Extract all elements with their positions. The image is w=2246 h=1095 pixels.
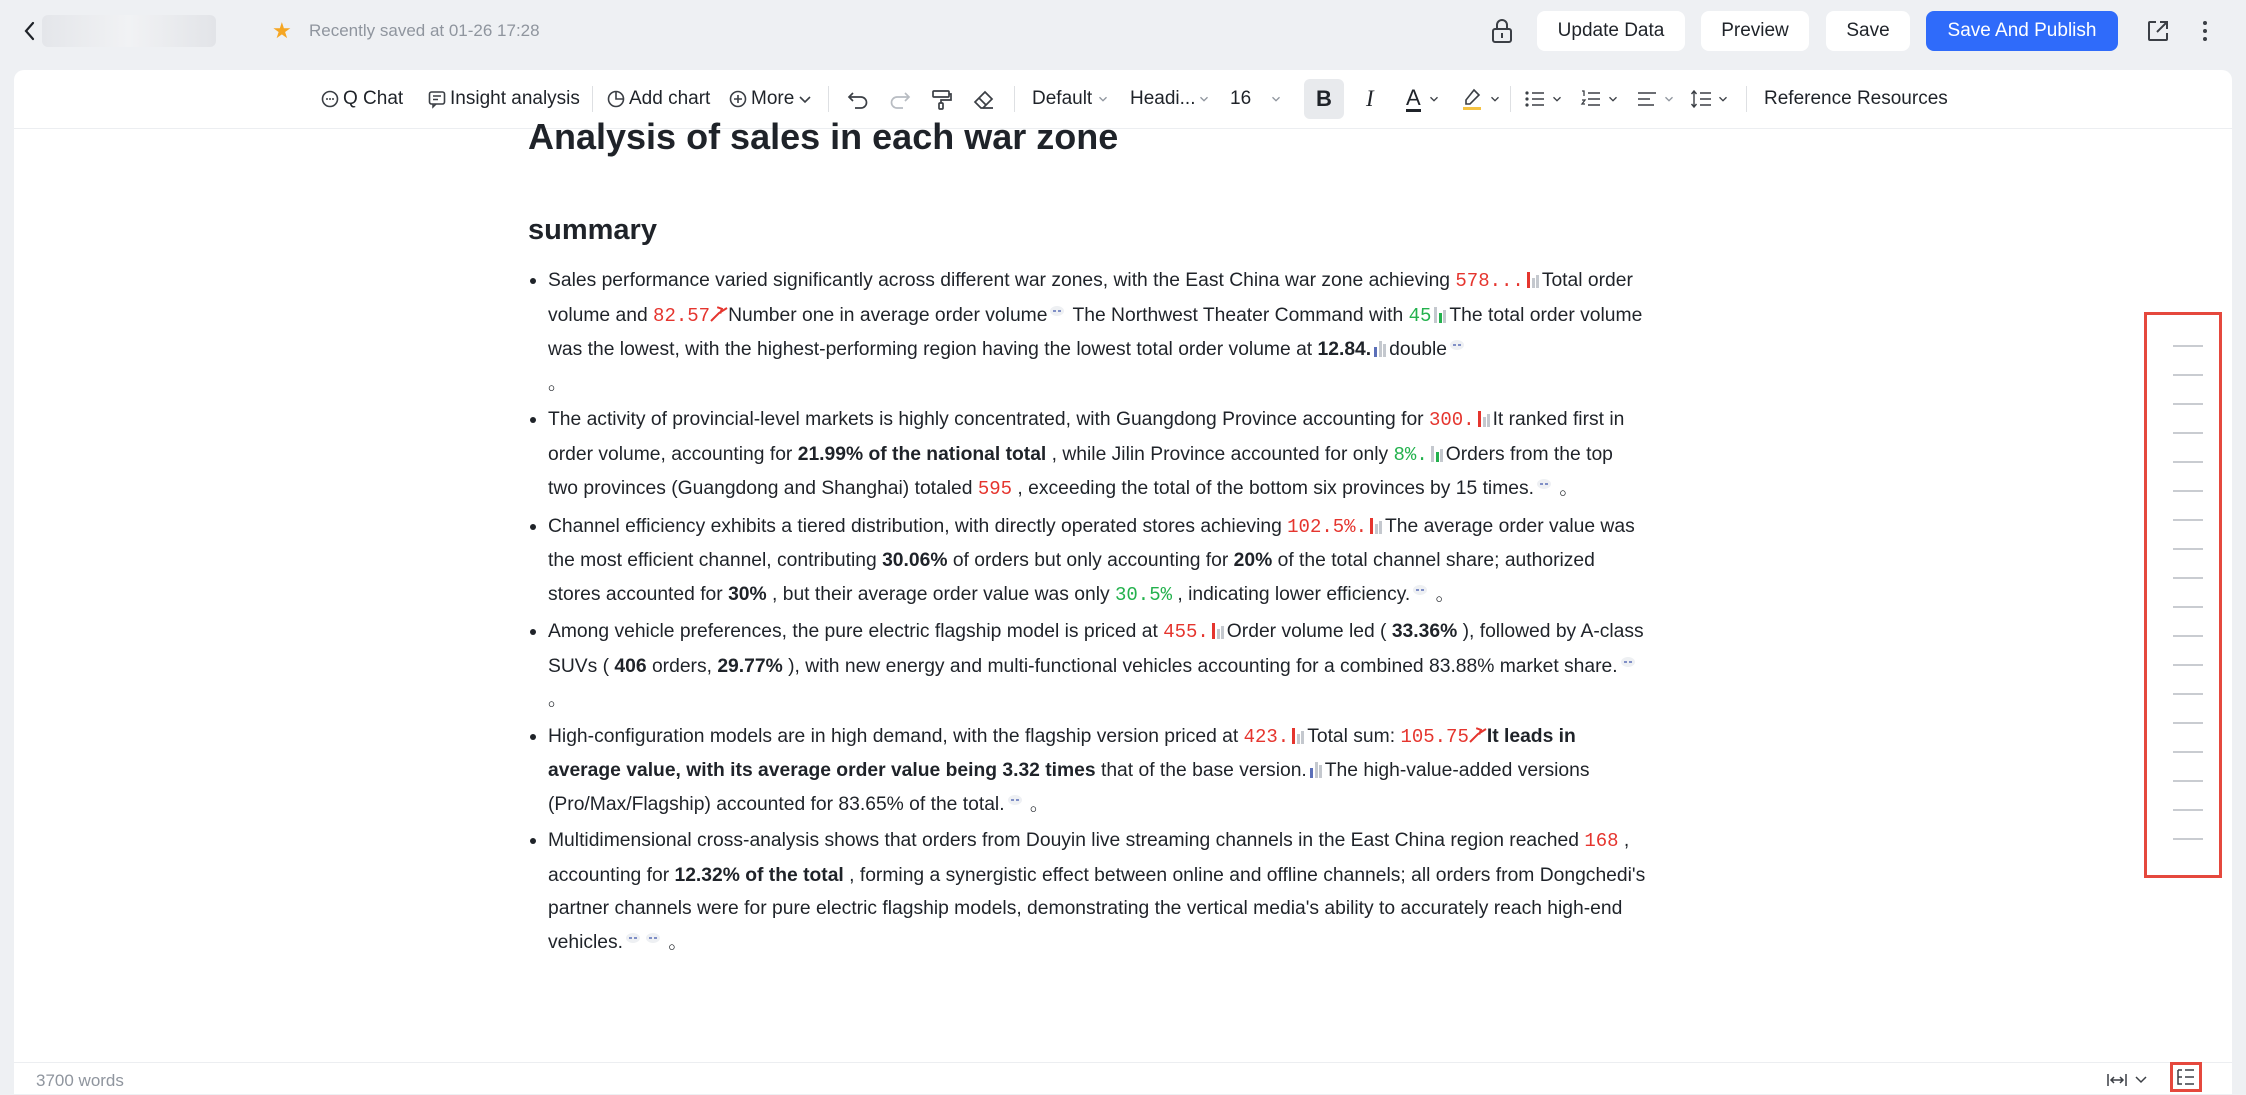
q-chat-label: Q Chat [343, 88, 404, 109]
toolbar-divider [1014, 86, 1015, 112]
outline-marker[interactable] [2173, 664, 2203, 666]
source-link-icon[interactable] [1049, 305, 1065, 317]
text: ), followed by A-class SUVs ( [548, 621, 1644, 677]
redo-button[interactable] [888, 85, 912, 113]
eraser-icon [972, 88, 996, 110]
outline-marker[interactable] [2173, 432, 2203, 434]
update-data-button[interactable]: Update Data [1537, 11, 1685, 51]
chevron-down-icon [1269, 92, 1283, 106]
italic-button[interactable]: I [1366, 86, 1374, 111]
outline-marker[interactable] [2173, 751, 2203, 753]
saved-status: Recently saved at 01-26 17:28 [309, 21, 540, 40]
bar-chart-icon[interactable] [1433, 305, 1447, 323]
add-chart-button[interactable] [606, 85, 710, 113]
align-button[interactable] [1636, 85, 1676, 113]
bold-text: 20% [1233, 550, 1273, 571]
more-menu-button[interactable] [728, 85, 813, 113]
editor-toolbar [14, 70, 2232, 129]
clear-format-button[interactable] [972, 85, 996, 113]
document-title: Analysis of sales in each war zone [528, 116, 1119, 157]
insight-analysis-button[interactable] [427, 85, 580, 113]
star-icon[interactable]: ★ [272, 18, 292, 43]
outline-marker[interactable] [2173, 722, 2203, 724]
chevron-down-icon [1550, 92, 1564, 106]
text: , but their average order value was only [766, 583, 1115, 605]
text: ), with new energy and multi-functional vehicles accounting for a combined 83.88% market share. [782, 655, 1618, 677]
metric-value[interactable]: 45 [1408, 304, 1432, 327]
text: that of the base version. [1095, 760, 1307, 781]
undo-button[interactable] [846, 85, 870, 113]
text: The high-value-added versions (Pro/Max/Flagship) accounted for 83.65% of the total. [548, 760, 1590, 815]
font-family-select[interactable] [1032, 85, 1110, 113]
redo-icon [888, 88, 912, 110]
paragraph-style-value: Headi... [1130, 88, 1196, 109]
text: The average order value was the most efficient channel, contributing [548, 515, 1635, 571]
q-chat-button[interactable] [320, 85, 403, 113]
source-link-icon[interactable] [1536, 478, 1552, 490]
text: Orders from the top two provinces (Guangdong and Shanghai) totaled [548, 443, 1613, 499]
text: 。 [663, 931, 688, 953]
status-bar [14, 1062, 2232, 1095]
outline-marker[interactable] [2173, 635, 2203, 637]
text: , forming a synergistic effect between online and offline channels; all orders from Dongchedi's partner channels were for pure electric flagship models, demonstrating the vertical media's ability to accurately reach high-end vehicles. [548, 864, 1646, 953]
chevron-down-icon [1197, 92, 1211, 106]
add-chart-label: Add chart [629, 88, 711, 109]
bold-text: 30.06% [882, 550, 948, 571]
plus-circle-icon [728, 89, 748, 109]
paragraph-style-select[interactable] [1130, 85, 1211, 113]
chevron-down-icon [1488, 92, 1502, 106]
document-name-blurred[interactable] [42, 15, 216, 47]
text: orders, [646, 655, 718, 677]
text: Multidimensional cross-analysis shows that orders from Douyin live streaming channels in the East China region reached [548, 830, 1585, 851]
chevron-down-icon [1716, 92, 1730, 106]
text: 。 [548, 689, 568, 710]
toolbar-divider [592, 86, 593, 112]
text-color-icon: A [1406, 84, 1421, 110]
text: Channel efficiency exhibits a tiered distribution, with directly operated stores achieving [548, 515, 1288, 537]
bar-chart-icon[interactable] [1369, 516, 1383, 534]
lock-icon[interactable] [1490, 18, 1514, 44]
chevron-down-icon [797, 91, 813, 107]
bar-chart-icon[interactable] [1309, 760, 1323, 778]
list-item [528, 615, 1648, 717]
text: 。 [1430, 583, 1455, 605]
outline-marker[interactable] [2173, 548, 2203, 550]
more-vertical-icon[interactable] [2200, 16, 2210, 46]
text: Number one in average order volume [728, 304, 1048, 326]
outline-toggle-button[interactable] [2170, 1062, 2202, 1092]
chevron-down-icon [1096, 92, 1110, 106]
list-item [528, 824, 1648, 959]
outline-marker[interactable] [2173, 838, 2203, 840]
metric-value[interactable]: 12.84. [1317, 339, 1372, 360]
text: Order volume led ( [1226, 621, 1392, 642]
bar-chart-icon[interactable] [1477, 409, 1491, 427]
chevron-down-icon [1427, 92, 1441, 106]
text: double [1389, 339, 1448, 360]
source-link-icon[interactable] [645, 932, 661, 944]
bold-text: 29.77% [717, 655, 783, 677]
summary-list [528, 264, 1648, 962]
toolbar-divider [1510, 86, 1511, 112]
list-item [528, 403, 1648, 507]
preview-button[interactable]: Preview [1701, 11, 1809, 51]
text: High-configuration models are in high demand, with the flagship version priced at [548, 725, 1244, 747]
bar-chart-icon[interactable] [1526, 270, 1540, 288]
chat-bubble-icon [320, 89, 340, 109]
chevron-down-icon [1662, 92, 1676, 106]
reference-resources-button[interactable]: Reference Resources [1764, 88, 1948, 109]
numbered-list-icon [1580, 89, 1602, 109]
save-button[interactable]: Save [1826, 11, 1910, 51]
highlighter-icon [1460, 87, 1484, 111]
metric-value[interactable]: 455. [1163, 621, 1209, 643]
metric-value[interactable]: 423. [1243, 725, 1290, 748]
highlight-color-button[interactable] [1460, 85, 1502, 113]
text-color-button[interactable] [1406, 85, 1441, 113]
text: Total sum: [1307, 725, 1401, 747]
outline-icon [2176, 1067, 2196, 1087]
insight-analysis-label: Insight analysis [450, 88, 580, 109]
outline-marker[interactable] [2173, 693, 2203, 695]
metric-value[interactable]: 30.5% [1114, 583, 1172, 606]
source-link-icon[interactable] [625, 932, 641, 944]
bar-chart-icon[interactable] [1211, 621, 1225, 639]
bold-button[interactable]: B [1304, 79, 1344, 119]
more-label: More [751, 88, 795, 109]
word-count: 3700 words [36, 1071, 124, 1090]
list-item [528, 720, 1648, 822]
toolbar-divider [828, 86, 829, 112]
font-size-value: 16 [1230, 88, 1252, 109]
metric-value[interactable]: 578... [1455, 270, 1524, 292]
top-bar [0, 0, 2246, 62]
text: Total order volume and [548, 270, 1633, 326]
align-left-icon [1636, 89, 1658, 109]
bullet-list-button[interactable] [1524, 85, 1564, 113]
toolbar-divider [1746, 86, 1747, 112]
chevron-down-icon [1606, 92, 1620, 106]
metric-value[interactable]: 102.5%. [1287, 515, 1367, 538]
bold-text: 406 [614, 655, 647, 677]
text: It ranked first in order volume, accounting for [548, 409, 1625, 465]
open-external-icon[interactable] [2145, 18, 2171, 44]
format-painter-icon [930, 88, 954, 110]
text: 。 [1024, 793, 1050, 815]
outline-marker[interactable] [2173, 577, 2203, 579]
page-width-icon[interactable] [2106, 1070, 2152, 1090]
section-heading: summary [528, 214, 657, 246]
metric-value[interactable]: 168 [1584, 830, 1619, 852]
text: 。 [548, 372, 568, 394]
list-item [528, 264, 1648, 400]
outline-marker[interactable] [2173, 606, 2203, 608]
outline-marker[interactable] [2173, 519, 2203, 521]
metric-value[interactable]: 105.75 [1400, 725, 1469, 748]
trend-pin-icon[interactable] [710, 306, 728, 322]
bold-text: It leads in average value, with its average order value being 3.32 times [548, 725, 1576, 781]
undo-icon [846, 88, 870, 110]
bold-text: 33.36% [1391, 621, 1458, 642]
outline-marker[interactable] [2173, 374, 2203, 376]
line-spacing-icon [1690, 88, 1712, 110]
font-family-value: Default [1032, 88, 1093, 109]
text: The total order volume was the lowest, with the highest-performing region having the lowest total order volume at [548, 304, 1643, 360]
text: of the total channel share; authorized stores accounted for [548, 550, 1595, 605]
outline-marker[interactable] [2173, 403, 2203, 405]
save-and-publish-button[interactable]: Save And Publish [1926, 11, 2118, 51]
text: , accounting for [548, 830, 1630, 886]
text: The Northwest Theater Command with [1067, 304, 1409, 326]
outline-marker[interactable] [2173, 345, 2203, 347]
metric-value[interactable]: 82.57 [653, 304, 711, 327]
text: , indicating lower efficiency. [1172, 583, 1411, 605]
list-item [528, 510, 1648, 613]
text: 。 [1554, 478, 1579, 499]
text: of orders but only accounting for [947, 550, 1234, 571]
font-size-select[interactable] [1230, 85, 1283, 113]
source-link-icon[interactable] [1412, 584, 1428, 596]
text: , exceeding the total of the bottom six provinces by 15 times. [1012, 478, 1535, 499]
bold-text: 21.99% of the national total [797, 443, 1047, 465]
line-spacing-button[interactable] [1690, 85, 1730, 113]
format-painter-button[interactable] [930, 85, 954, 113]
outline-marker[interactable] [2173, 809, 2203, 811]
outline-navigator[interactable] [2144, 312, 2222, 878]
back-arrow-icon[interactable] [20, 16, 40, 46]
text: The activity of provincial-level markets is highly concentrated, with Guangdong Province accounting for [548, 409, 1429, 430]
bullet-list-icon [1524, 89, 1546, 109]
comment-icon [427, 89, 447, 109]
text: Sales performance varied significantly across different war zones, with the East China war zone achieving [548, 270, 1456, 291]
text: Among vehicle preferences, the pure electric flagship model is priced at [548, 621, 1164, 642]
bar-chart-icon[interactable] [1430, 444, 1444, 462]
source-link-icon[interactable] [1007, 794, 1023, 806]
numbered-list-button[interactable] [1580, 85, 1620, 113]
pie-chart-icon [606, 89, 626, 109]
text: , while Jilin Province accounted for only [1046, 443, 1394, 465]
outline-marker[interactable] [2173, 490, 2203, 492]
metric-value[interactable]: 300. [1428, 409, 1475, 431]
bar-chart-icon[interactable] [1291, 726, 1305, 744]
source-link-icon[interactable] [1620, 656, 1636, 668]
metric-value[interactable]: 595 [977, 478, 1013, 500]
outline-marker[interactable] [2173, 461, 2203, 463]
bar-chart-icon[interactable] [1373, 339, 1387, 357]
source-link-icon[interactable] [1449, 339, 1465, 351]
outline-marker[interactable] [2173, 780, 2203, 782]
bold-text: 30% [728, 583, 767, 605]
trend-pin-icon[interactable] [1469, 727, 1487, 743]
metric-value[interactable]: 8%. [1393, 443, 1428, 466]
bold-text: 12.32% of the total [674, 864, 844, 886]
